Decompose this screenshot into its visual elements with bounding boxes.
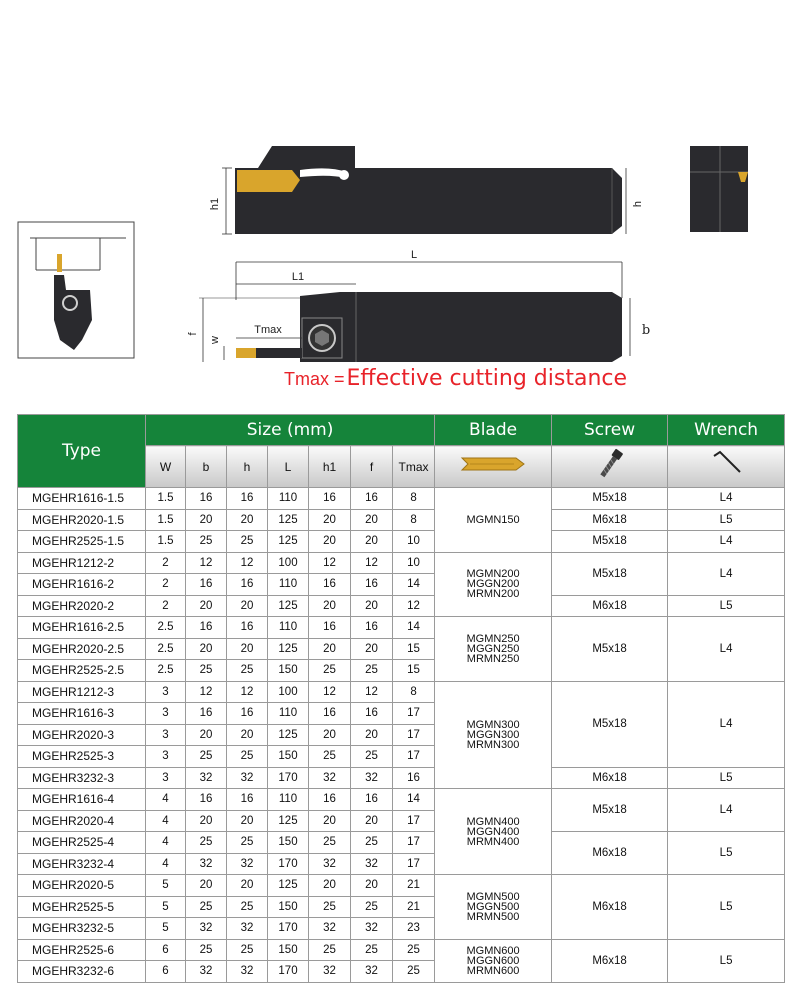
size-cell: 16	[309, 488, 351, 510]
size-cell: 21	[393, 896, 435, 918]
size-cell: 125	[268, 875, 309, 897]
size-cell: 12	[309, 681, 351, 703]
size-cell: 25	[227, 660, 268, 682]
blade-code: MRMN300	[466, 738, 520, 751]
wrench-cell: L4	[668, 681, 785, 767]
type-cell: MGEHR2020-5	[18, 875, 146, 897]
wrench-image-cell	[668, 446, 785, 488]
size-cell: 20	[309, 509, 351, 531]
size-cell: 17	[393, 810, 435, 832]
type-cell: MGEHR1212-2	[18, 552, 146, 574]
size-cell: 3	[146, 746, 186, 768]
size-cell: 170	[268, 961, 309, 983]
size-cell: 170	[268, 767, 309, 789]
size-cell: 23	[393, 918, 435, 940]
size-cell: 25	[393, 961, 435, 983]
size-cell: 32	[351, 918, 393, 940]
size-cell: 2.5	[146, 660, 186, 682]
size-cell: 20	[186, 595, 227, 617]
detail-view	[18, 222, 134, 358]
dim-tmax-label: Tmax	[254, 324, 282, 336]
size-cell: 20	[227, 810, 268, 832]
size-cell: 3	[146, 681, 186, 703]
table-row	[18, 488, 785, 510]
size-cell: 16	[227, 574, 268, 596]
size-cell: 25	[351, 939, 393, 961]
type-cell: MGEHR1212-3	[18, 681, 146, 703]
size-cell: 1.5	[146, 509, 186, 531]
hex-key-icon	[706, 448, 746, 480]
wrench-cell: L5	[668, 939, 785, 982]
blade-code: MGMN150	[466, 513, 520, 526]
size-col-header: Tmax	[393, 446, 435, 488]
grooving-insert-icon	[458, 452, 528, 476]
size-cell: 32	[309, 767, 351, 789]
type-cell: MGEHR2020-2.5	[18, 638, 146, 660]
type-cell: MGEHR3232-6	[18, 961, 146, 983]
size-cell: 16	[351, 789, 393, 811]
type-header: Type	[18, 415, 146, 488]
screw-cell: M6x18	[552, 875, 668, 940]
size-cell: 17	[393, 853, 435, 875]
size-cell: 20	[351, 595, 393, 617]
wrench-cell: L4	[668, 531, 785, 553]
size-cell: 20	[309, 875, 351, 897]
size-cell: 12	[227, 552, 268, 574]
size-cell: 16	[309, 574, 351, 596]
size-cell: 8	[393, 681, 435, 703]
size-cell: 150	[268, 832, 309, 854]
size-cell: 25	[309, 660, 351, 682]
size-cell: 4	[146, 789, 186, 811]
screw-cell: M5x18	[552, 531, 668, 553]
size-col-header: f	[351, 446, 393, 488]
type-cell: MGEHR3232-4	[18, 853, 146, 875]
blade-cell	[435, 552, 552, 617]
size-cell: 110	[268, 789, 309, 811]
wrench-cell: L4	[668, 552, 785, 595]
table-row	[18, 832, 785, 854]
size-cell: 20	[186, 875, 227, 897]
size-cell: 110	[268, 617, 309, 639]
size-cell: 25	[351, 896, 393, 918]
size-cell: 20	[309, 595, 351, 617]
size-cell: 1.5	[146, 531, 186, 553]
size-cell: 100	[268, 681, 309, 703]
wrench-header: Wrench	[668, 415, 785, 446]
dim-L-label: L	[410, 249, 418, 261]
size-cell: 16	[186, 574, 227, 596]
blade-code: MGMN200	[466, 568, 520, 581]
blade-cell	[435, 488, 552, 553]
blade-cell	[435, 789, 552, 875]
size-cell: 20	[227, 875, 268, 897]
size-cell: 12	[186, 552, 227, 574]
size-cell: 17	[393, 832, 435, 854]
size-cell: 5	[146, 896, 186, 918]
dim-b-label: b	[641, 323, 651, 338]
blade-cell	[435, 875, 552, 940]
wrench-cell: L5	[668, 875, 785, 940]
size-cell: 20	[309, 810, 351, 832]
size-cell: 16	[351, 703, 393, 725]
blade-code: MRMN200	[466, 588, 520, 601]
size-cell: 16	[227, 617, 268, 639]
tool-drawing	[0, 0, 800, 410]
size-cell: 12	[351, 552, 393, 574]
type-cell: MGEHR2525-3	[18, 746, 146, 768]
size-cell: 16	[227, 789, 268, 811]
size-cell: 1.5	[146, 488, 186, 510]
tmax-caption-text: Effective cutting distance	[346, 366, 628, 391]
size-cell: 20	[351, 724, 393, 746]
size-cell: 21	[393, 875, 435, 897]
size-cell: 20	[351, 875, 393, 897]
size-cell: 14	[393, 574, 435, 596]
type-cell: MGEHR3232-5	[18, 918, 146, 940]
size-cell: 2.5	[146, 617, 186, 639]
blade-image-cell	[435, 446, 552, 488]
screw-image-cell	[552, 446, 668, 488]
size-cell: 32	[309, 961, 351, 983]
blade-code: MGGN300	[466, 728, 520, 741]
type-cell: MGEHR2020-2	[18, 595, 146, 617]
size-cell: 110	[268, 703, 309, 725]
size-cell: 14	[393, 617, 435, 639]
blade-cell	[435, 681, 552, 789]
size-cell: 16	[186, 617, 227, 639]
size-cell: 125	[268, 531, 309, 553]
size-cell: 150	[268, 746, 309, 768]
blade-cell	[435, 617, 552, 682]
blade-code: MGGN400	[466, 825, 520, 838]
size-cell: 5	[146, 875, 186, 897]
size-col-header: W	[146, 446, 186, 488]
screw-cell: M5x18	[552, 789, 668, 832]
blade-code: MGMN600	[466, 944, 520, 957]
size-cell: 12	[351, 681, 393, 703]
size-cell: 4	[146, 810, 186, 832]
table-row	[18, 681, 785, 703]
size-cell: 20	[309, 638, 351, 660]
size-cell: 17	[393, 703, 435, 725]
size-cell: 20	[309, 724, 351, 746]
type-cell: MGEHR2020-4	[18, 810, 146, 832]
screw-cell: M6x18	[552, 767, 668, 789]
size-cell: 125	[268, 810, 309, 832]
blade-header: Blade	[435, 415, 552, 446]
size-cell: 20	[186, 638, 227, 660]
size-cell: 4	[146, 832, 186, 854]
size-cell: 100	[268, 552, 309, 574]
blade-code: MGGN200	[466, 578, 520, 591]
size-cell: 5	[146, 918, 186, 940]
type-cell: MGEHR3232-3	[18, 767, 146, 789]
size-col-header: L	[268, 446, 309, 488]
type-cell: MGEHR1616-2	[18, 574, 146, 596]
size-col-header: b	[186, 446, 227, 488]
size-cell: 150	[268, 660, 309, 682]
size-cell: 16	[309, 789, 351, 811]
table-row	[18, 595, 785, 617]
dim-L1-label: L1	[291, 271, 305, 283]
tmax-caption	[284, 366, 627, 396]
size-cell: 20	[227, 724, 268, 746]
size-cell: 25	[351, 832, 393, 854]
insert-top	[236, 348, 256, 358]
type-cell: MGEHR2525-4	[18, 832, 146, 854]
size-cell: 125	[268, 509, 309, 531]
size-cell: 32	[351, 767, 393, 789]
size-cell: 10	[393, 552, 435, 574]
size-cell: 20	[227, 509, 268, 531]
dim-w-label: w	[209, 336, 221, 344]
size-cell: 110	[268, 488, 309, 510]
table-row	[18, 939, 785, 961]
type-cell: MGEHR2020-3	[18, 724, 146, 746]
screw-cell: M6x18	[552, 939, 668, 982]
table-row	[18, 767, 785, 789]
type-cell: MGEHR2525-6	[18, 939, 146, 961]
table-row	[18, 789, 785, 811]
table-row	[18, 509, 785, 531]
size-col-header: h	[227, 446, 268, 488]
size-cell: 32	[186, 853, 227, 875]
size-cell: 12	[393, 595, 435, 617]
size-cell: 25	[227, 939, 268, 961]
size-cell: 16	[186, 488, 227, 510]
size-cell: 12	[227, 681, 268, 703]
holder-side-view	[235, 146, 622, 234]
table-row	[18, 531, 785, 553]
blade-cell	[435, 939, 552, 982]
size-cell: 25	[309, 896, 351, 918]
dim-f-label: f	[187, 332, 199, 336]
size-cell: 170	[268, 853, 309, 875]
size-cell: 16	[227, 488, 268, 510]
blade-code: MGMN500	[466, 890, 520, 903]
size-cell: 16	[351, 574, 393, 596]
size-cell: 8	[393, 488, 435, 510]
size-cell: 2	[146, 552, 186, 574]
size-cell: 2.5	[146, 638, 186, 660]
size-cell: 150	[268, 939, 309, 961]
size-cell: 20	[351, 509, 393, 531]
size-cell: 16	[227, 703, 268, 725]
size-cell: 20	[227, 638, 268, 660]
size-cell: 25	[186, 832, 227, 854]
size-cell: 2	[146, 574, 186, 596]
size-cell: 32	[186, 767, 227, 789]
blade-code: MGMN250	[466, 632, 520, 645]
blade-code: MGMN300	[466, 718, 520, 731]
table-row	[18, 875, 785, 897]
size-cell: 32	[227, 853, 268, 875]
size-cell: 20	[309, 531, 351, 553]
spec-table	[17, 414, 785, 983]
blade-code: MGGN250	[466, 642, 520, 655]
size-cell: 3	[146, 724, 186, 746]
type-cell: MGEHR2525-2.5	[18, 660, 146, 682]
size-cell: 25	[351, 746, 393, 768]
size-cell: 20	[351, 810, 393, 832]
size-cell: 25	[186, 939, 227, 961]
size-cell: 32	[186, 918, 227, 940]
size-cell: 6	[146, 961, 186, 983]
table-row	[18, 552, 785, 574]
size-cell: 16	[309, 617, 351, 639]
type-cell: MGEHR1616-4	[18, 789, 146, 811]
size-cell: 16	[309, 703, 351, 725]
size-cell: 8	[393, 509, 435, 531]
screw-cell: M5x18	[552, 488, 668, 510]
size-cell: 25	[186, 660, 227, 682]
screw-header: Screw	[552, 415, 668, 446]
size-cell: 10	[393, 531, 435, 553]
size-cell: 32	[351, 961, 393, 983]
size-cell: 20	[227, 595, 268, 617]
blade-code: MRMN600	[466, 964, 520, 977]
wrench-cell: L5	[668, 767, 785, 789]
size-cell: 25	[227, 832, 268, 854]
size-cell: 25	[309, 939, 351, 961]
type-cell: MGEHR1616-3	[18, 703, 146, 725]
blade-code: MGGN500	[466, 900, 520, 913]
size-cell: 25	[227, 531, 268, 553]
wrench-cell: L5	[668, 832, 785, 875]
size-cell: 32	[227, 961, 268, 983]
size-cell: 32	[227, 918, 268, 940]
size-cell: 125	[268, 724, 309, 746]
size-cell: 3	[146, 767, 186, 789]
size-cell: 25	[186, 746, 227, 768]
wrench-cell: L4	[668, 789, 785, 832]
size-cell: 25	[309, 832, 351, 854]
screw-cell: M5x18	[552, 681, 668, 767]
size-cell: 170	[268, 918, 309, 940]
size-cell: 25	[393, 939, 435, 961]
size-cell: 12	[186, 681, 227, 703]
size-cell: 20	[186, 509, 227, 531]
size-cell: 32	[227, 767, 268, 789]
size-cell: 32	[309, 853, 351, 875]
size-cell: 125	[268, 638, 309, 660]
table-row	[18, 617, 785, 639]
size-cell: 150	[268, 896, 309, 918]
size-cell: 25	[309, 746, 351, 768]
size-cell: 32	[351, 853, 393, 875]
wrench-cell: L4	[668, 617, 785, 682]
size-cell: 15	[393, 660, 435, 682]
size-col-header: h1	[309, 446, 351, 488]
size-cell: 20	[186, 724, 227, 746]
size-cell: 16	[351, 488, 393, 510]
holder-end-view	[690, 146, 748, 232]
size-cell: 25	[227, 896, 268, 918]
blade-code: MRMN500	[466, 910, 520, 923]
size-cell: 12	[309, 552, 351, 574]
blade-code: MGGN600	[466, 954, 520, 967]
screw-cell: M6x18	[552, 832, 668, 875]
size-cell: 3	[146, 703, 186, 725]
size-cell: 25	[186, 896, 227, 918]
size-cell: 14	[393, 789, 435, 811]
blade-code: MGMN400	[466, 815, 520, 828]
size-cell: 25	[351, 660, 393, 682]
type-cell: MGEHR1616-2.5	[18, 617, 146, 639]
size-header: Size (mm)	[146, 415, 435, 446]
size-cell: 16	[186, 789, 227, 811]
wrench-cell: L5	[668, 595, 785, 617]
size-cell: 16	[186, 703, 227, 725]
size-cell: 32	[309, 918, 351, 940]
dim-h-label: h	[632, 200, 644, 208]
size-cell: 2	[146, 595, 186, 617]
size-cell: 20	[186, 810, 227, 832]
wrench-cell: L5	[668, 509, 785, 531]
size-cell: 25	[186, 531, 227, 553]
tmax-caption-key: Tmax =	[284, 369, 345, 389]
size-cell: 110	[268, 574, 309, 596]
screw-cell: M6x18	[552, 595, 668, 617]
type-cell: MGEHR2020-1.5	[18, 509, 146, 531]
wrench-cell: L4	[668, 488, 785, 510]
size-cell: 6	[146, 939, 186, 961]
size-cell: 125	[268, 595, 309, 617]
dim-h1-label: h1	[209, 197, 221, 211]
blade-code: MRMN250	[466, 652, 520, 665]
spec-table-body	[18, 488, 785, 983]
size-cell: 20	[351, 531, 393, 553]
holder-top-view	[236, 292, 622, 362]
size-cell: 15	[393, 638, 435, 660]
type-cell: MGEHR2525-5	[18, 896, 146, 918]
size-cell: 20	[351, 638, 393, 660]
screw-cell: M5x18	[552, 552, 668, 595]
insert-side	[237, 170, 300, 192]
size-cell: 17	[393, 746, 435, 768]
blade-code: MRMN400	[466, 835, 520, 848]
size-cell: 16	[393, 767, 435, 789]
size-cell: 17	[393, 724, 435, 746]
size-cell: 32	[186, 961, 227, 983]
screw-cell: M5x18	[552, 617, 668, 682]
hex-screw-icon	[590, 446, 630, 482]
type-cell: MGEHR2525-1.5	[18, 531, 146, 553]
type-cell: MGEHR1616-1.5	[18, 488, 146, 510]
size-cell: 25	[227, 746, 268, 768]
size-cell: 4	[146, 853, 186, 875]
size-cell: 16	[351, 617, 393, 639]
screw-cell: M6x18	[552, 509, 668, 531]
